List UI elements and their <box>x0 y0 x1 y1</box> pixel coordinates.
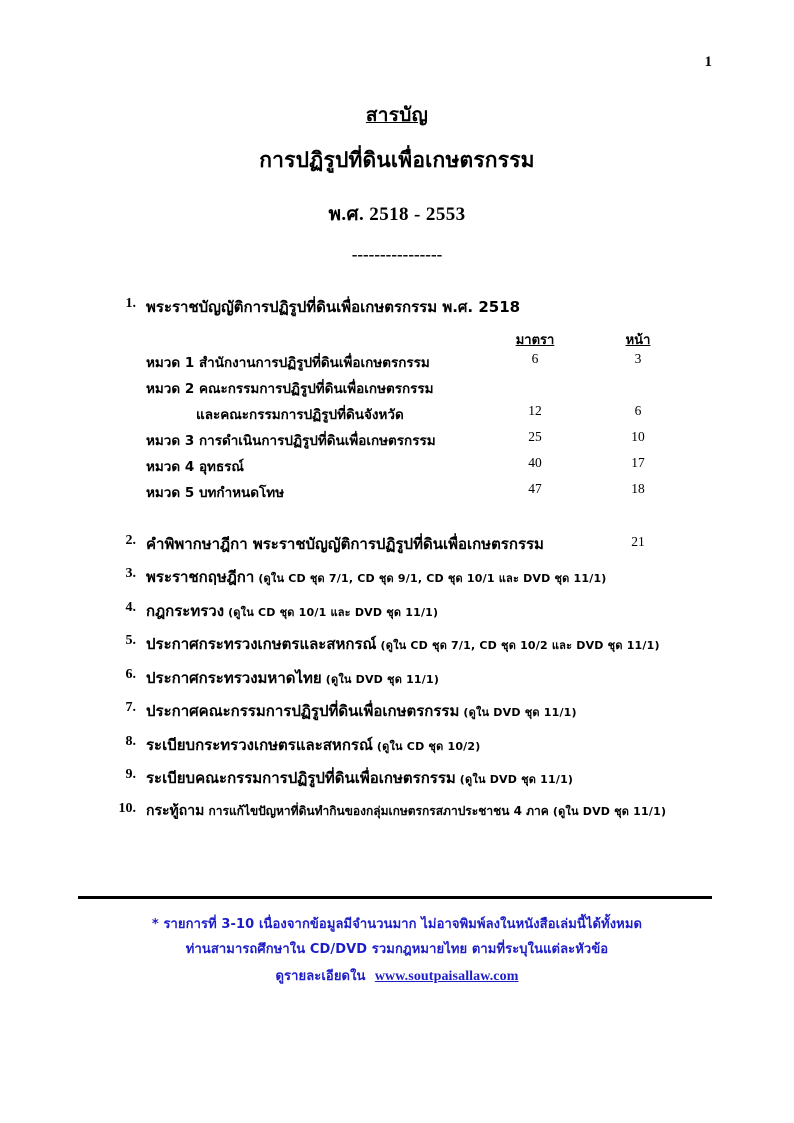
chapter-section: 25 <box>528 428 542 444</box>
table-row <box>0 377 794 403</box>
chapter-page: 10 <box>631 428 645 444</box>
item-label: กระทู้ถาม <box>146 802 205 819</box>
chapter-page: 18 <box>631 480 645 496</box>
list-item <box>0 566 794 589</box>
chapter-section: 12 <box>528 402 542 418</box>
document-subtitle: การปฏิรูปที่ดินเพื่อเกษตรกรรม <box>259 147 535 172</box>
table-row <box>0 455 794 481</box>
chapter-section: 40 <box>528 454 542 470</box>
spacer <box>0 507 794 533</box>
item-number: 5. <box>125 633 136 648</box>
item-label: ประกาศคณะกรรมการปฏิรูปที่ดินเพื่อเกษตรกรรม <box>146 702 460 720</box>
item-note: (ดูใน CD ชุด 7/1, CD ชุด 10/2 และ DVD ชุด 11/1) <box>376 639 660 652</box>
item-page: 21 <box>631 533 645 549</box>
item-title <box>146 767 734 790</box>
item-title <box>146 633 734 656</box>
page-number: 1 <box>704 54 712 70</box>
item-note: (ดูใน DVD ชุด 11/1) <box>321 672 440 686</box>
item-number: 2. <box>125 532 136 548</box>
table-row <box>0 481 794 507</box>
footer-note <box>0 912 794 990</box>
list-item <box>0 700 794 723</box>
item-title <box>146 566 734 589</box>
website-link[interactable]: www.soutpaisallaw.com <box>374 968 519 984</box>
chapter-label: หมวด 5 บทกำหนดโทษ <box>146 484 285 501</box>
list-item <box>0 767 794 790</box>
chapter-label: หมวด 2 คณะกรรมการปฏิรูปที่ดินเพื่อเกษตรกรรม <box>146 380 434 397</box>
list-item <box>0 633 794 656</box>
list-items-remaining <box>0 533 794 823</box>
chapter-table-header <box>0 329 794 351</box>
item-title <box>146 667 734 690</box>
item-number: 3. <box>125 566 136 581</box>
item-title <box>146 801 734 822</box>
footer-link-label: ดูรายละเอียดใน <box>275 968 366 984</box>
footer-line-3 <box>0 963 794 990</box>
table-of-contents <box>0 296 794 834</box>
list-item <box>0 533 794 556</box>
column-header-section: มาตรา <box>515 332 555 348</box>
list-item <box>0 296 794 319</box>
item-number: 4. <box>125 599 136 615</box>
document-year-range: พ.ศ. 2518 - 2553 <box>328 203 466 225</box>
footer-line-1: * รายการที่ 3-10 เนื่องจากข้อมูลมีจำนวนมาก ไม่อาจพิมพ์ลงในหนังสือเล่มนี้ได้ทั้งหมด <box>151 917 643 932</box>
item-title: คำพิพากษาฎีกา พระราชบัญญัติการปฏิรูปที่ดินเพื่อเกษตรกรรม <box>146 534 544 553</box>
chapter-page: 6 <box>634 402 642 418</box>
item-number: 7. <box>125 700 136 715</box>
table-row <box>0 351 794 377</box>
item-note: (ดูใน DVD ชุด 11/1) <box>548 804 667 818</box>
item-number: 9. <box>125 767 136 782</box>
item-number: 8. <box>125 733 136 749</box>
list-item <box>0 667 794 690</box>
list-item <box>0 801 794 823</box>
item-title <box>146 600 734 623</box>
item-title <box>146 700 734 723</box>
item-label: ประกาศกระทรวงเกษตรและสหกรณ์ <box>146 635 377 653</box>
item-number: 6. <box>125 666 136 682</box>
list-item <box>0 734 794 757</box>
chapter-page: 17 <box>631 454 645 470</box>
chapter-page: 3 <box>634 350 642 366</box>
item-title: พระราชบัญญัติการปฏิรูปที่ดินเพื่อเกษตรกรรม พ.ศ. 2518 <box>146 298 521 316</box>
chapter-section: 6 <box>531 350 539 366</box>
item-title <box>146 734 734 757</box>
item-label: พระราชกฤษฎีกา <box>146 568 255 586</box>
item-label: ระเบียบกระทรวงเกษตรและสหกรณ์ <box>146 735 373 754</box>
footer-divider <box>78 896 712 899</box>
item-label: ระเบียบคณะกรรมการปฏิรูปที่ดินเพื่อเกษตรกรรม <box>146 769 456 787</box>
item-note: (ดูใน CD ชุด 10/1 และ DVD ชุด 11/1) <box>224 605 439 619</box>
title-block <box>0 104 794 265</box>
table-row <box>0 429 794 455</box>
chapter-label: และคณะกรรมการปฏิรูปที่ดินจังหวัด <box>196 406 404 423</box>
item-label: กฎกระทรวง <box>146 601 225 620</box>
chapter-label: หมวด 3 การดำเนินการปฏิรูปที่ดินเพื่อเกษตรกรรม <box>146 432 436 449</box>
table-row <box>0 403 794 429</box>
item-note: (ดูใน CD ชุด 7/1, CD ชุด 9/1, CD ชุด 10/1 และ DVD ชุด 11/1) <box>254 572 607 585</box>
chapter-label: หมวด 1 สำนักงานการปฏิรูปที่ดินเพื่อเกษตรกรรม <box>146 354 430 371</box>
title-divider: ---------------- <box>351 244 443 264</box>
footer-line-2: ท่านสามารถศึกษาใน CD/DVD รวมกฎหมายไทย ตามที่ระบุในแต่ละหัวข้อ <box>185 942 609 958</box>
item-number: 1. <box>125 296 136 311</box>
chapter-table <box>0 329 794 507</box>
item-note: (ดูใน DVD ชุด 11/1) <box>455 773 574 786</box>
item-description: การแก้ไขปัญหาที่ดินทำกินของกลุ่มเกษตรกรสภาประชาชน 4 ภาค <box>204 803 549 818</box>
item-number: 10. <box>118 800 136 816</box>
item-note: (ดูใน CD ชุด 10/2) <box>372 739 481 753</box>
chapter-label: หมวด 4 อุทธรณ์ <box>146 458 244 475</box>
document-title: สารบัญ <box>365 104 429 126</box>
item-note: (ดูใน DVD ชุด 11/1) <box>459 706 577 719</box>
chapter-section: 47 <box>528 480 542 496</box>
list-item <box>0 600 794 623</box>
column-header-page: หน้า <box>625 332 651 348</box>
item-label: ประกาศกระทรวงมหาดไทย <box>146 668 322 687</box>
